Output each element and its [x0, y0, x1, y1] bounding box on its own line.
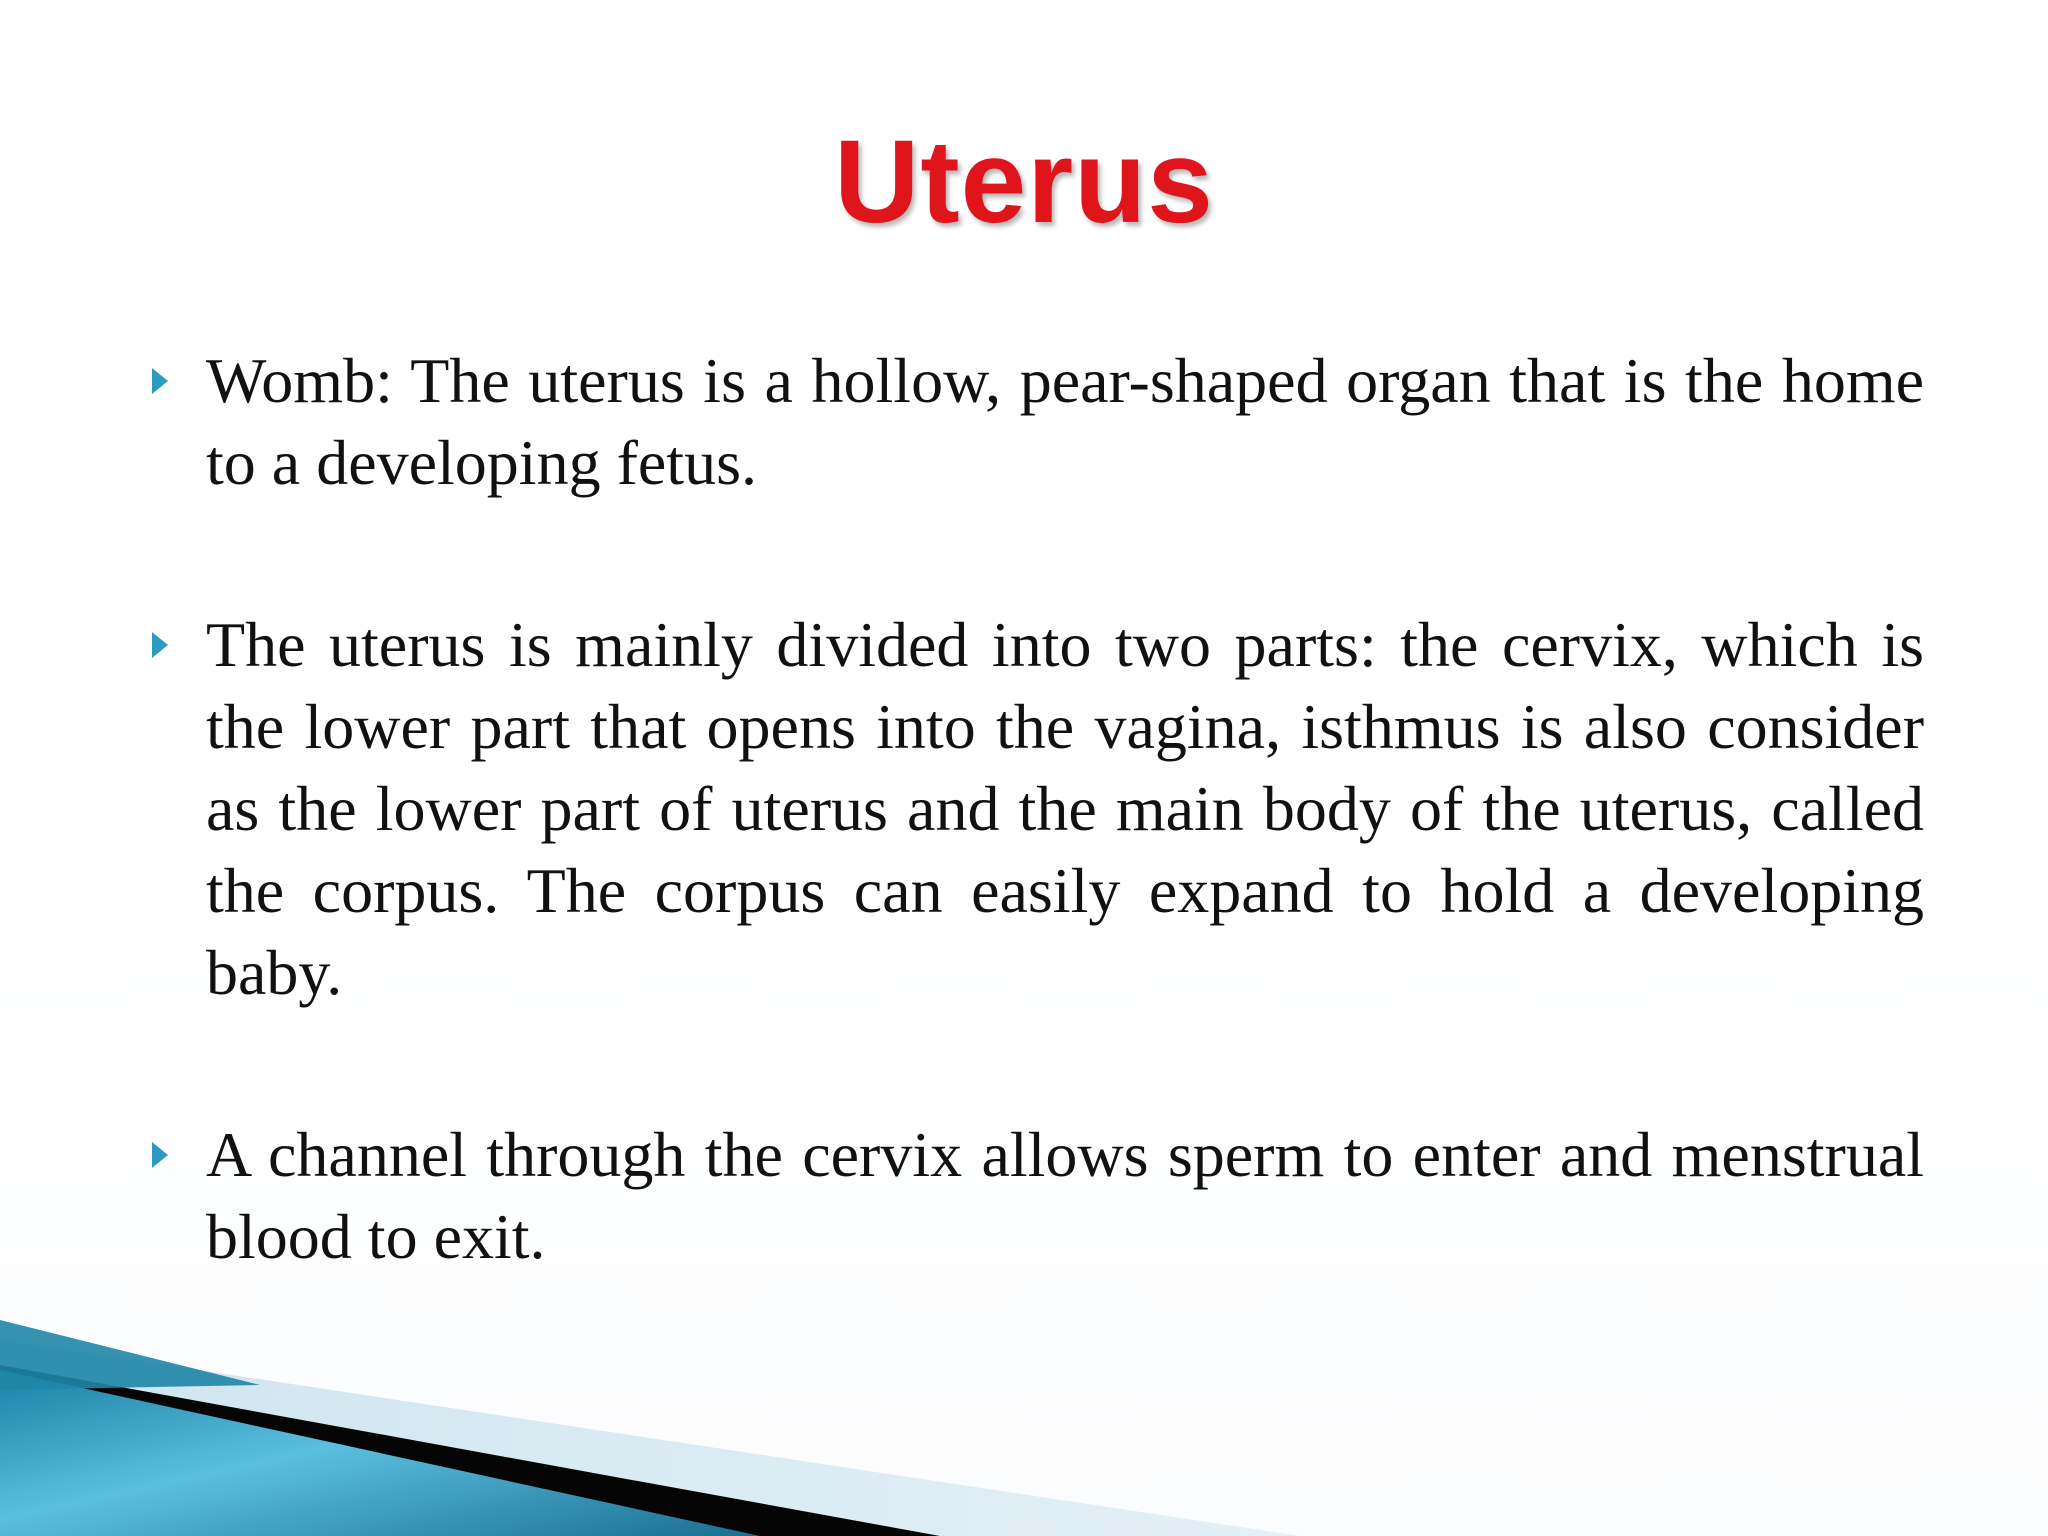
- bullet-text: The uterus is mainly divided into two parts: the cervix, which is the lower part that opens into the vagina, isthmus is also consider as the lower part of uterus and the main body of the uterus, called the corpus. The corpus can easily expand to hold a developing baby.: [206, 609, 1924, 1008]
- bullet-item: [140, 1114, 1924, 1278]
- slide-title: Uterus: [834, 116, 1214, 248]
- corner-wave-decoration: [0, 1280, 2048, 1536]
- bullet-text: Womb: The uterus is a hollow, pear-shaped organ that is the home to a developing fetus.: [206, 345, 1924, 498]
- bullet-item: [140, 340, 1924, 504]
- bullet-list: [140, 340, 1924, 1378]
- triangle-right-icon: [140, 604, 206, 686]
- triangle-right-icon: [140, 1114, 206, 1196]
- triangle-right-icon: [140, 340, 206, 422]
- bullet-item: [140, 604, 1924, 1014]
- bullet-text: A channel through the cervix allows sperm to enter and menstrual blood to exit.: [206, 1119, 1924, 1272]
